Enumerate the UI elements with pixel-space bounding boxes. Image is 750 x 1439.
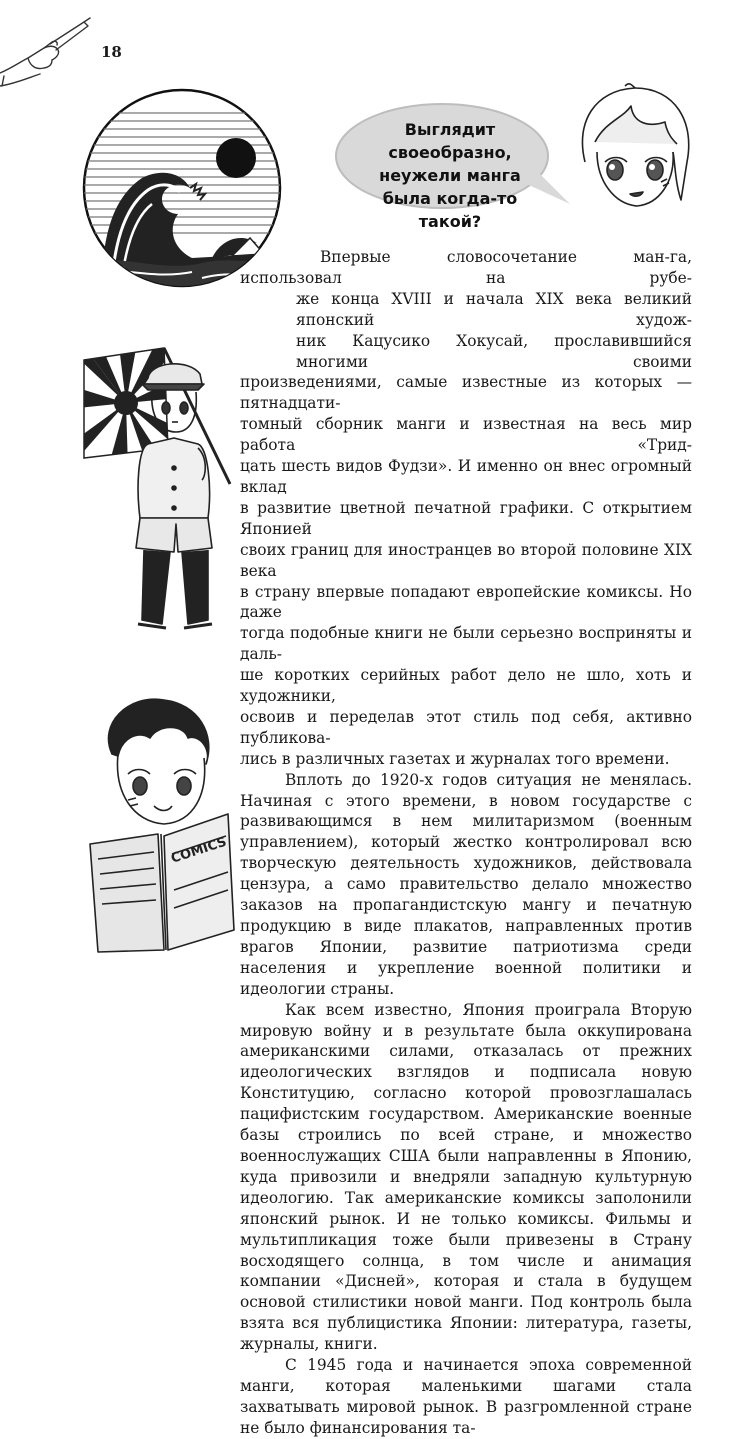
text-line: ник Кацусико Хокусай, прославившийся многими своими <box>296 331 692 371</box>
text-line: в развитие цветной печатной графики. С открытием Японией <box>240 498 692 538</box>
comics-book-label: COMICS <box>169 834 229 867</box>
paragraph-1 <box>240 247 692 770</box>
text-line: своих границ для иностранцев во второй половине XIX века <box>240 540 692 580</box>
main-text <box>240 247 692 1439</box>
text-line: томный сборник манги и известная на весь мир работа «Трид- <box>240 415 692 455</box>
text-line: произведениями, самые известные из которых — пятнадцати- <box>240 373 692 413</box>
text-line: тогда подобные книги не были серьезно восприняты и даль- <box>240 624 692 664</box>
paragraph-4: С 1945 года и начинается эпоха современной манги, которая маленькими шагами стала захватывать мировой рынок. В разгромленной стране не было финансирования та- <box>240 1356 692 1437</box>
page-number: 18 <box>101 43 122 61</box>
speech-bubble-text: Выглядит своеобразно, неужели манга была когда-то такой? <box>379 120 521 231</box>
paragraph-3: Как всем известно, Япония проиграла Вторую мировую войну и в результате была оккупирована американскими силами, отказалась от прежних идеологических взглядов и подписала новую Конституцию, согласно которой провозглашалась пацифистским государством. Американские военные базы строились по всей стране, и множество военнослужащих США были направленны в Японию, куда привозили и внедряли западную культурную идеологию. Так американские комиксы заполонили японский рынок. И не только комиксы. Фильмы и мультипликация тоже были привезены в Страну восходящего солнца, в том числе и анимация компании «Дисней», которая и стала в будущем основой стилистики новой манги. Под контроль была взята вся публицистика Японии: литература, газеты, журналы, книги. <box>240 1000 692 1354</box>
soldier-boy-illustration <box>78 348 236 640</box>
manga-girl-illustration <box>575 82 695 212</box>
text-line: цать шесть видов Фудзи». И именно он внес огромный вклад <box>240 457 692 496</box>
text-line: же конца XVIII и начала XIX века великий японский худож- <box>296 289 692 329</box>
text-line: лись в различных газетах и журналах того времени. <box>240 749 670 768</box>
boy-reading-comics-illustration <box>88 694 238 954</box>
text-line: Впервые словосочетание ман-га, использовал на рубе- <box>240 248 692 287</box>
text-line: в страну впервые попадают европейские комиксы. Но даже <box>240 582 692 622</box>
paragraph-2: Вплоть до 1920-х годов ситуация не менялась. Начиная с этого времени, в новом государстве с развивающимся в нем милитаризмом (военным управлением), который жестко контролировал всю творческую деятельность художников, действовала цензура, а само правительство делало множество заказов на пропагандистскую мангу и печатную продукцию в виде плакатов, направленных против врагов Японии, развитие патриотизма среди населения и укрепление военной политики и идеологии страны. <box>240 770 692 998</box>
text-line: освоив и переделав этот стиль под себя, активно публикова- <box>240 707 692 747</box>
hand-drawing-icon <box>0 18 95 88</box>
text-line: ше коротких серийных работ дело не шло, хоть и художники, <box>240 666 692 706</box>
